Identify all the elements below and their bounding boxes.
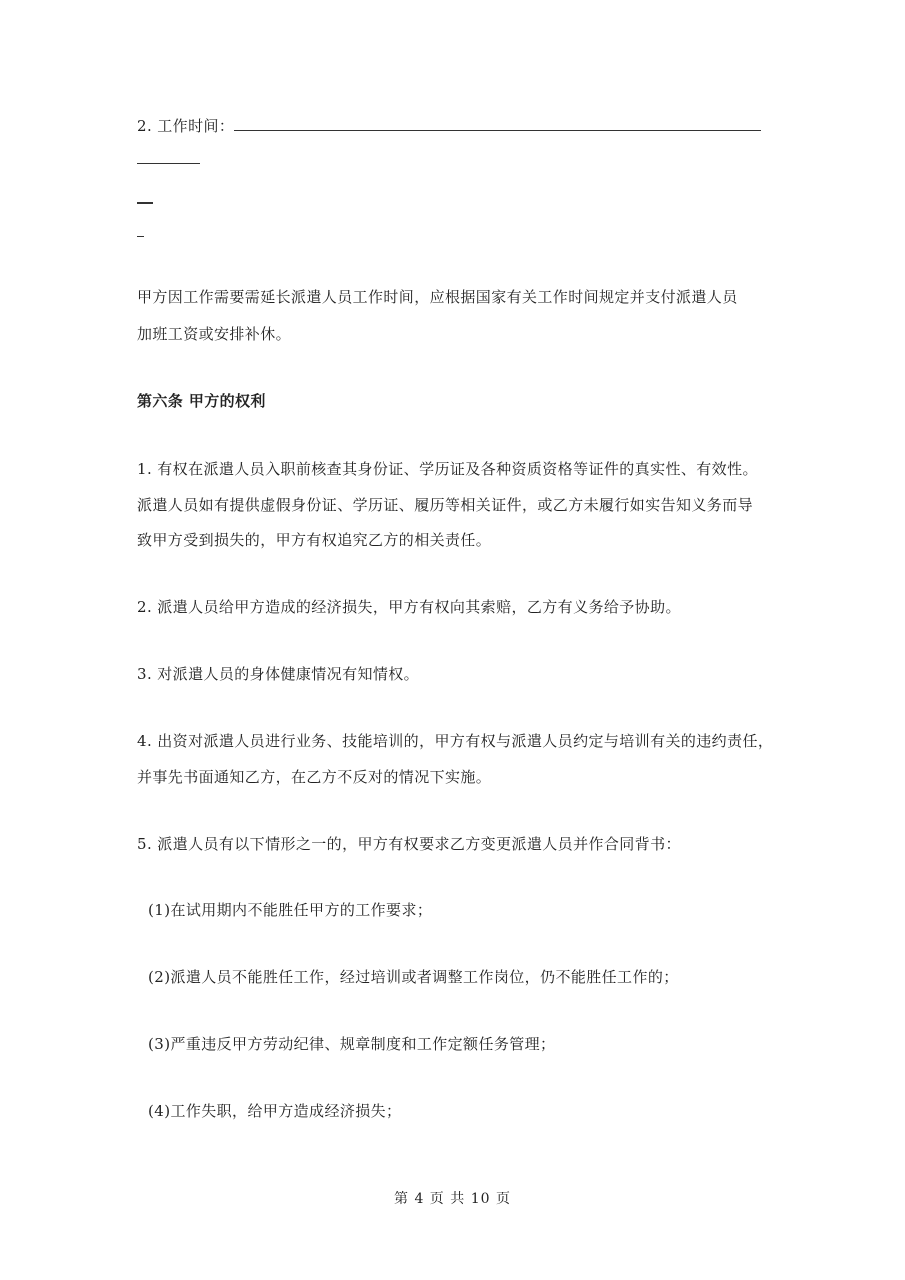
work-time-blank-continuation xyxy=(137,163,200,164)
work-time-dash xyxy=(137,202,153,204)
page-number-footer: 第 4 页 共 10 页 xyxy=(394,1191,511,1207)
article6-item3: 3. 对派遣人员的身体健康情况有知情权。 xyxy=(137,665,420,683)
article6-item5-subitem-4: (4)工作失职，给甲方造成经济损失； xyxy=(148,1102,402,1120)
article6-item4-line2: 并事先书面通知乙方，在乙方不反对的情况下实施。 xyxy=(137,768,492,786)
work-time-dash-short xyxy=(137,236,144,237)
article6-item5-subitem-3: (3)严重违反甲方劳动纪律、规章制度和工作定额任务管理； xyxy=(148,1035,556,1053)
article6-item1-line2: 派遣人员如有提供虚假身份证、学历证、履历等相关证件，或乙方未履行如实告知义务而导 xyxy=(137,496,754,514)
article6-item5-subitem-1: (1)在试用期内不能胜任甲方的工作要求； xyxy=(148,901,433,919)
article6-item2: 2. 派遣人员给甲方造成的经济损失，甲方有权向其索赔，乙方有义务给予协助。 xyxy=(137,598,681,616)
overtime-paragraph-line1: 甲方因工作需要需延长派遣人员工作时间，应根据国家有关工作时间规定并支付派遣人员 xyxy=(137,288,738,306)
article6-item5-heading: 5. 派遣人员有以下情形之一的，甲方有权要求乙方变更派遣人员并作合同背书： xyxy=(137,835,681,853)
work-time-label: 2. 工作时间： xyxy=(137,117,235,135)
article6-item5-subitem-2: (2)派遣人员不能胜任工作，经过培训或者调整工作岗位，仍不能胜任工作的； xyxy=(148,968,679,986)
article6-item1-line1: 1. 有权在派遣人员入职前核查其身份证、学历证及各种资质资格等证件的真实性、有效性。 xyxy=(137,460,758,478)
work-time-blank xyxy=(234,116,761,131)
overtime-paragraph-line2: 加班工资或安排补休。 xyxy=(137,325,292,343)
work-time-line xyxy=(137,116,761,136)
article6-heading: 第六条 甲方的权利 xyxy=(137,392,266,410)
article6-item4-line1: 4. 出资对派遣人员进行业务、技能培训的，甲方有权与派遣人员约定与培训有关的违约责任， xyxy=(137,732,774,750)
article6-item1-line3: 致甲方受到损失的，甲方有权追究乙方的相关责任。 xyxy=(137,531,492,549)
